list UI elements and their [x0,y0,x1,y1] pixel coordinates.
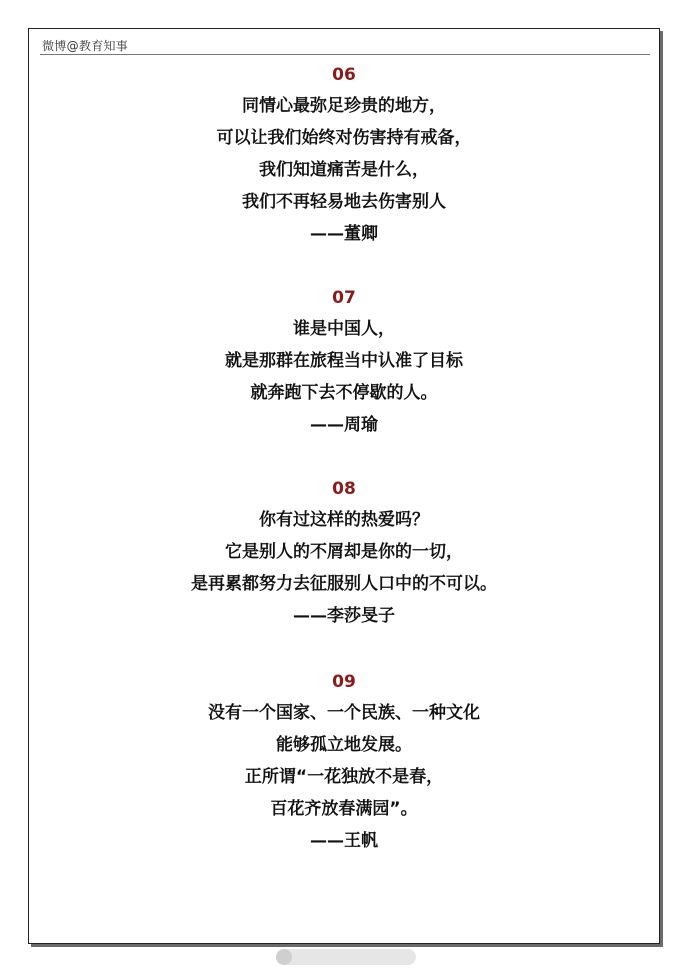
quote-line: 同情心最弥足珍贵的地方， [242,96,446,116]
quote-line: 我们不再轻易地去伤害别人 [242,192,446,212]
section-number: 06 [332,65,356,85]
quote-line: 百花齐放春满园”。 [270,799,418,819]
quote-line: 我们知道痛苦是什么， [259,160,429,180]
quote-section-06 [28,60,660,250]
section-number: 09 [332,672,356,692]
quote-line: 就奔跑下去不停歇的人。 [250,383,438,403]
quote-line: 它是别人的不屑却是你的一切， [225,542,463,562]
quote-sections [28,60,660,857]
quote-author: ——周瑜 [310,415,378,435]
quote-line: 没有一个国家、一个民族、一种文化 [208,703,480,723]
header-divider [40,54,650,55]
section-number: 07 [332,288,356,308]
quote-line: 谁是中国人， [293,319,395,339]
quote-line: 你有过这样的热爱吗？ [259,510,429,530]
quote-author: ——李莎旻子 [293,606,395,626]
quote-line: 正所谓“一花独放不是春， [244,767,444,787]
quote-line: 可以让我们始终对伤害持有戒备， [216,128,472,148]
watermark-header: 微博@教育知事 [42,39,129,53]
section-number: 08 [332,479,356,499]
quote-line: 是再累都努力去征服别人口中的不可以。 [191,574,497,594]
quote-section-07 [28,283,660,441]
quote-line: 就是那群在旅程当中认准了目标 [225,351,463,371]
quote-author: ——王帆 [310,831,378,851]
footer-watermark-bar [276,949,416,965]
section-spacer [28,441,660,474]
footer-avatar-icon [276,949,292,965]
quote-author: ——董卿 [310,224,378,244]
quote-section-09 [28,667,660,857]
quote-line: 能够孤立地发展。 [276,735,412,755]
section-spacer [28,632,660,667]
section-spacer [28,250,660,283]
quote-section-08 [28,474,660,632]
